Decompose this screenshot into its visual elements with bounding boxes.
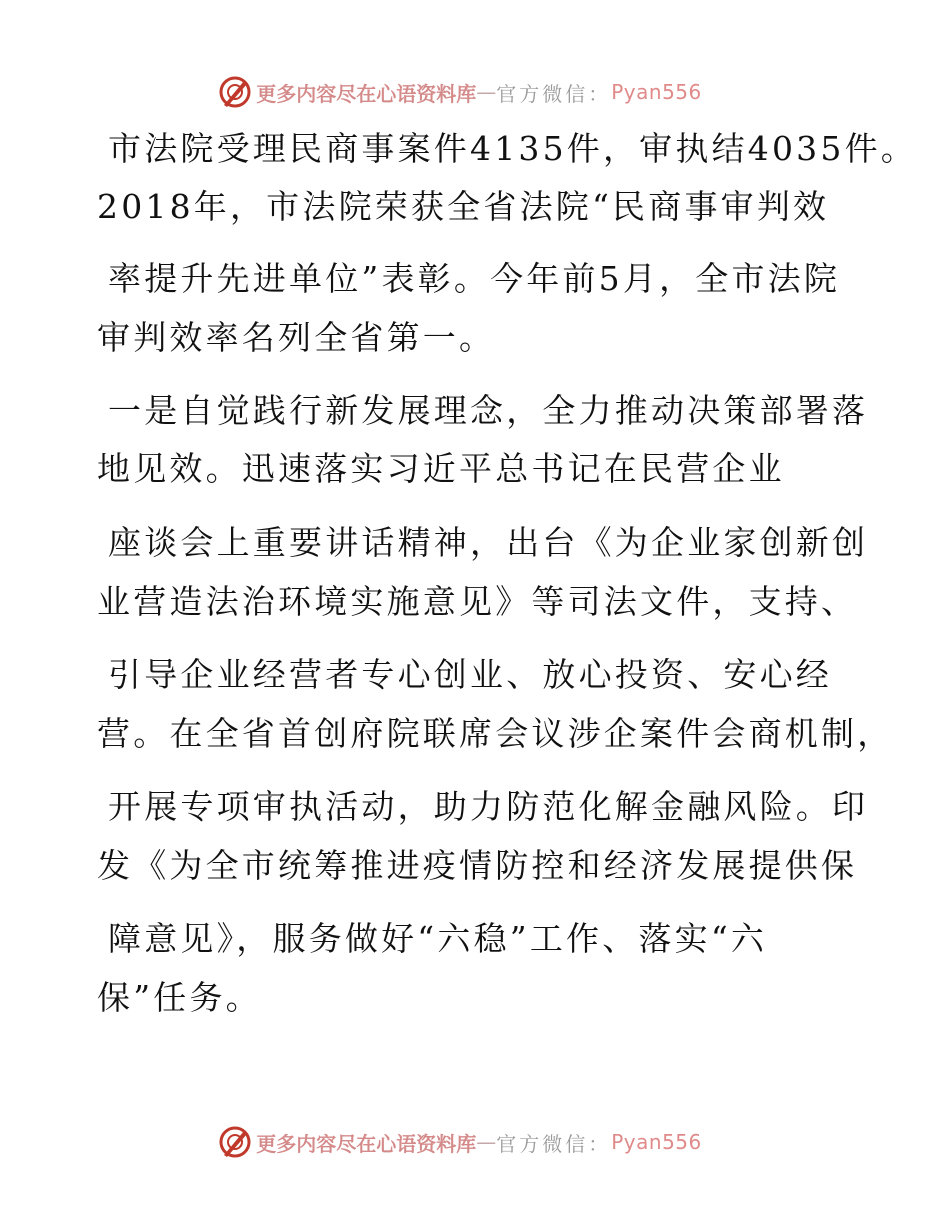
watermark-banner-bottom [0, 1122, 950, 1162]
paragraph-2-line-1: 率提升先进单位”表彰。今年前5月，全市法院 [108, 259, 841, 298]
watermark-wechat-id: Pyan556 [611, 1130, 702, 1154]
watermark-banner-top [0, 72, 950, 112]
watermark-main-text: 更多内容尽在心语资料库 [256, 1131, 477, 1156]
paragraph-3-line-2: 地见效。迅速落实习近平总书记在民营企业 [97, 449, 785, 488]
paragraph-2-line-2: 审判效率名列全省第一。 [97, 318, 496, 357]
paragraph-3-line-1: 一是自觉践行新发展理念，全力推动决策部署落 [108, 391, 869, 430]
watermark-wechat-id: Pyan556 [611, 80, 702, 104]
watermark-dash: — [476, 1130, 497, 1154]
quill-logo-icon [218, 75, 252, 109]
paragraph-5-line-1: 引导企业经营者专心创业、放心投资、安心经 [108, 655, 832, 694]
paragraph-6-line-1: 开展专项审执活动，助力防范化解金融风险。印 [108, 787, 869, 826]
paragraph-1-line-1: 市法院受理民商事案件4135件，审执结4035件。 [108, 129, 917, 168]
paragraph-1-line-2: 2018年，市法院荣获全省法院“民商事审判效 [97, 187, 830, 226]
paragraph-4-line-2: 业营造法治环境实施意见》等司法文件，支持、 [97, 582, 858, 621]
paragraph-7-line-1: 障意见》，服务做好“六稳”工作、落实“六 [108, 919, 768, 958]
paragraph-4-line-1: 座谈会上重要讲话精神，出台《为企业家创新创 [108, 523, 869, 562]
paragraph-5-line-2: 营。在全省首创府院联席会议涉企案件会商机制， [97, 714, 894, 753]
watermark-main-text: 更多内容尽在心语资料库 [256, 81, 477, 106]
paragraph-6-line-2: 发《为全市统筹推进疫情防控和经济发展提供保 [97, 846, 858, 885]
paragraph-7-line-2: 保”任务。 [97, 978, 262, 1017]
watermark-wechat-label: 官方微信： [496, 81, 612, 106]
watermark-wechat-label: 官方微信： [496, 1131, 612, 1156]
quill-logo-icon [218, 1125, 252, 1159]
watermark-dash: — [476, 80, 497, 104]
